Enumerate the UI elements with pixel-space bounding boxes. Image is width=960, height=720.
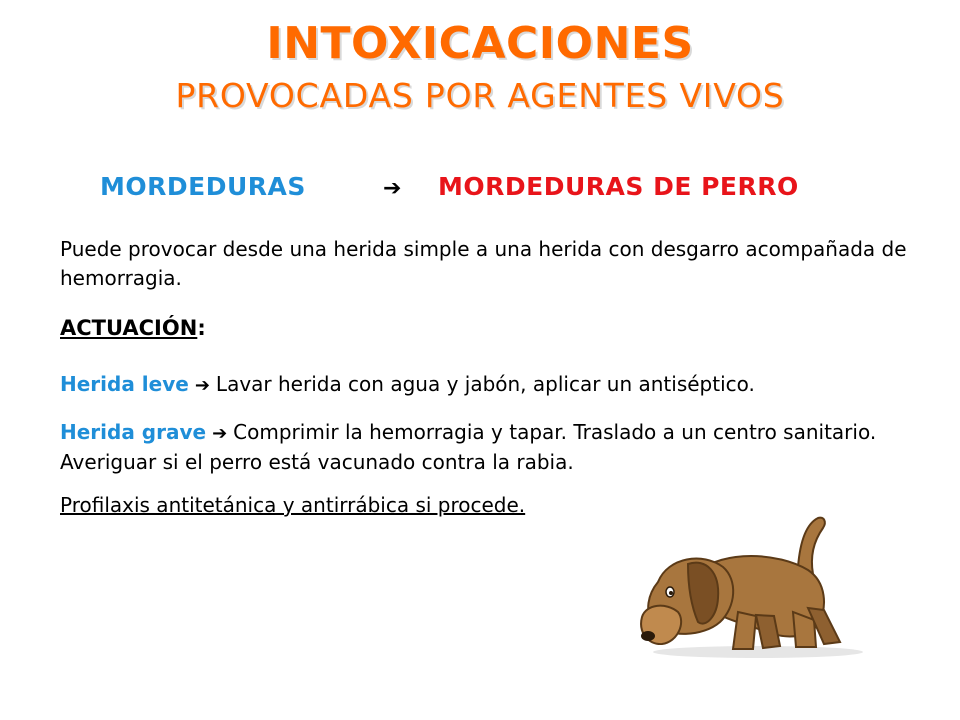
- profilaxis-note: Profilaxis antitetánica y antirrábica si procede.: [60, 493, 526, 517]
- list-item: [60, 370, 920, 400]
- right-arrow-icon: ➔: [383, 176, 402, 201]
- slide-title: INTOXICACIONES: [266, 18, 694, 69]
- actuacion-colon: :: [197, 316, 206, 340]
- topic-label-mordeduras: MORDEDURAS: [100, 172, 306, 201]
- right-arrow-icon: ➔: [212, 423, 228, 444]
- herida-grave-label: Herida grave: [60, 420, 207, 444]
- right-arrow-icon: ➔: [194, 375, 210, 396]
- dog-illustration: [628, 512, 868, 662]
- herida-leve-text: Lavar herida con agua y jabón, aplicar un antiséptico.: [215, 372, 755, 396]
- slide-subtitle: PROVOCADAS POR AGENTES VIVOS: [175, 76, 785, 115]
- topic-label-mordeduras-perro: MORDEDURAS DE PERRO: [438, 172, 799, 201]
- herida-leve-label: Herida leve: [60, 372, 189, 396]
- actuacion-heading-text: ACTUACIÓN: [60, 316, 198, 340]
- intro-paragraph: Puede provocar desde una herida simple a una herida con desgarro acompañada de hemorragia.: [60, 237, 907, 290]
- list-item: [60, 418, 920, 477]
- actuacion-heading: [60, 316, 206, 340]
- herida-grave-text: Comprimir la hemorragia y tapar. Traslado a un centro sanitario. Averiguar si el perro está vacunado contra la rabia.: [60, 420, 877, 474]
